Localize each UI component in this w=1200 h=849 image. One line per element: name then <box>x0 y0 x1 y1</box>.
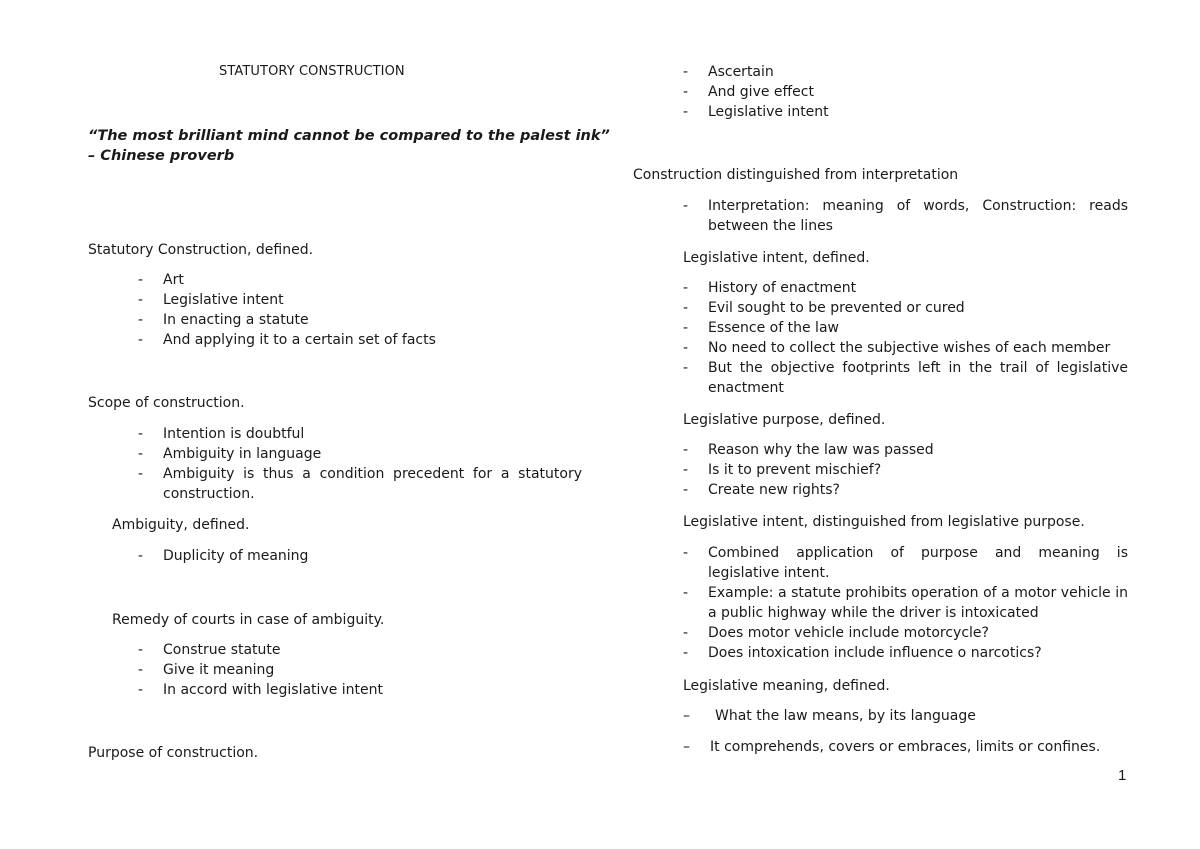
list-scope <box>138 424 582 504</box>
meaning-item-dash: – <box>683 739 690 755</box>
meaning-item-1: What the law means, by its language <box>715 708 976 724</box>
list-item: - Ambiguity in language <box>138 446 322 462</box>
list-item: - In accord with legislative intent <box>138 682 383 698</box>
list-item: - Construe statute <box>138 642 281 658</box>
list-intent <box>683 278 1128 398</box>
quote-attribution: – Chinese proverb <box>88 148 235 164</box>
list-item: - Interpretation: meaning of words, Construction: reads between the lines <box>683 198 1128 234</box>
page-number: 1 <box>1118 767 1127 784</box>
quote-line-1: “The most brilliant mind cannot be compared to the palest ink” <box>88 128 610 144</box>
list-item: - Create new rights? <box>683 482 840 498</box>
section-heading-remedy: Remedy of courts in case of ambiguity. <box>112 612 385 628</box>
section-heading-purpose: Purpose of construction. <box>88 745 259 761</box>
meaning-item-dash: – <box>683 708 690 724</box>
list-item: - But the objective footprints left in the trail of legislative enactment <box>683 360 1128 396</box>
list-item: - Legislative intent <box>138 292 284 308</box>
list-item: - Does intoxication include influence o narcotics? <box>683 645 1042 661</box>
list-item: - Essence of the law <box>683 320 839 336</box>
section-heading-ambiguity: Ambiguity, defined. <box>112 517 250 533</box>
document-title: STATUTORY CONSTRUCTION <box>219 64 405 79</box>
list-ambiguity <box>138 546 582 566</box>
list-item: - Legislative intent <box>683 104 829 120</box>
section-heading-defined: Statutory Construction, defined. <box>88 242 314 258</box>
list-item: - Reason why the law was passed <box>683 442 934 458</box>
list-item: - Evil sought to be prevented or cured <box>683 300 965 316</box>
section-heading-intent: Legislative intent, defined. <box>683 250 870 266</box>
section-heading-intent-vs-purpose: Legislative intent, distinguished from legislative purpose. <box>683 514 1085 530</box>
list-item: - Combined application of purpose and meaning is legislative intent. <box>683 545 1128 581</box>
section-heading-scope: Scope of construction. <box>88 395 245 411</box>
section-heading-legpurpose: Legislative purpose, defined. <box>683 412 886 428</box>
list-item: - And give effect <box>683 84 814 100</box>
list-item: - Is it to prevent mischief? <box>683 462 882 478</box>
list-remedy <box>138 640 582 700</box>
section-heading-distinguished: Construction distinguished from interpretation <box>633 167 959 183</box>
list-legpurpose <box>683 440 1128 500</box>
list-item: - History of enactment <box>683 280 857 296</box>
list-item: - No need to collect the subjective wishes of each member <box>683 340 1111 356</box>
list-purpose <box>683 62 1128 122</box>
list-item: - Ambiguity is thus a condition precedent for a statutory construction. <box>138 466 582 502</box>
list-item: - Intention is doubtful <box>138 426 305 442</box>
list-item: - Duplicity of meaning <box>138 548 309 564</box>
list-item: - Does motor vehicle include motorcycle? <box>683 625 989 641</box>
list-item: - In enacting a statute <box>138 312 309 328</box>
list-item: - And applying it to a certain set of facts <box>138 332 436 348</box>
list-intent-vs-purpose <box>683 543 1128 663</box>
section-heading-meaning: Legislative meaning, defined. <box>683 678 890 694</box>
list-item: - Example: a statute prohibits operation of a motor vehicle in a public highway while the driver is intoxicated <box>683 585 1128 621</box>
list-item: - Ascertain <box>683 64 774 80</box>
list-distinguished <box>683 196 1128 236</box>
list-defined <box>138 270 582 350</box>
meaning-item-2: It comprehends, covers or embraces, limits or confines. <box>710 739 1101 755</box>
list-item: - Give it meaning <box>138 662 275 678</box>
list-item: - Art <box>138 272 184 288</box>
